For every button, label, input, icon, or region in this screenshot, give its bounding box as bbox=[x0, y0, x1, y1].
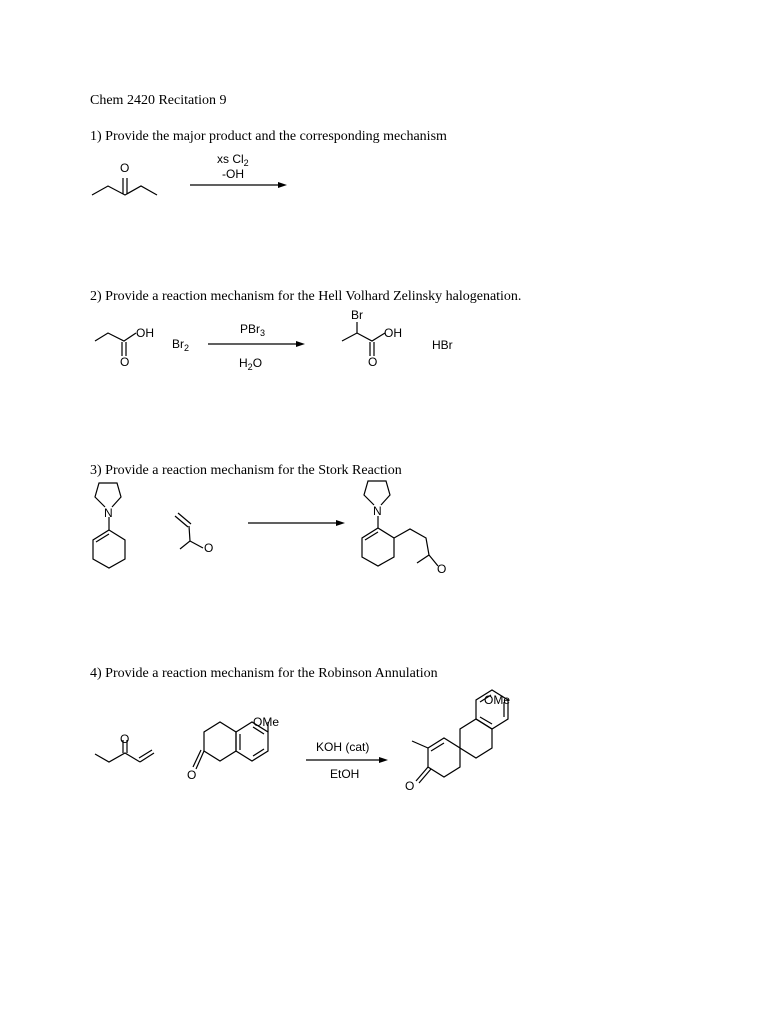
q1-reagent-hydroxide: -OH bbox=[222, 167, 244, 181]
q2-bromine-reagent-display: $Br_2$ bbox=[172, 337, 190, 353]
q4-product-methyl bbox=[412, 741, 428, 748]
q2-byproduct-hbr: HBr bbox=[432, 338, 453, 352]
q4-tetralone-carbonyl bbox=[196, 751, 204, 769]
q4-reagent-ethanol: EtOH bbox=[330, 767, 360, 781]
q2-product-bromine: Br bbox=[351, 308, 363, 322]
q1-carbonyl-oxygen: O bbox=[120, 161, 130, 175]
question-4-number: 4) bbox=[90, 666, 102, 681]
q4-tetralone-oxygen: O bbox=[187, 768, 197, 782]
q4-tetralone-aliphatic-ring bbox=[204, 722, 236, 761]
question-2-text: Provide a reaction mechanism for the Hell Volhard Zelinsky halogenation. bbox=[105, 289, 522, 304]
q4-evk-oxygen: O bbox=[120, 732, 130, 746]
question-1-text: Provide the major product and the corresponding mechanism bbox=[105, 129, 447, 144]
q4-product-ring-b bbox=[460, 719, 492, 758]
q4-evk-skeleton bbox=[95, 753, 140, 762]
q4-product-ring-a bbox=[428, 738, 460, 777]
q4-arrowhead bbox=[379, 757, 388, 763]
q3-mvk-oxygen: O bbox=[204, 541, 214, 555]
q4-product-methoxy: OMe bbox=[484, 693, 511, 707]
q2-product-hydroxyl: OH bbox=[384, 326, 402, 340]
q2-acid-oxygen: O bbox=[120, 355, 130, 369]
question-3-text: Provide a reaction mechanism for the Stork Reaction bbox=[105, 463, 402, 478]
question-1-number: 1) bbox=[90, 129, 102, 144]
q4-tetralone-carbonyl-b bbox=[193, 750, 201, 767]
q4-reagent-koh: KOH (cat) bbox=[316, 740, 370, 754]
q4-tetralone-methoxy: OMe bbox=[253, 715, 280, 729]
q2-reagent-water-display: $H_2O$ bbox=[239, 356, 263, 372]
q4-product-oxygen: O bbox=[405, 779, 415, 793]
question-4-text: Provide a reaction mechanism for the Robinson Annulation bbox=[105, 666, 438, 681]
q2-reagent-pbr3-display: PBr$_3$ bbox=[240, 322, 266, 338]
question-3-number: 3) bbox=[90, 463, 102, 478]
q4-evk-vinyl-a bbox=[140, 753, 154, 762]
q3-product-oxygen: O bbox=[437, 562, 447, 576]
page-title: Chem 2420 Recitation 9 bbox=[90, 93, 227, 108]
q4-evk-vinyl-b bbox=[139, 750, 152, 758]
question-2-number: 2) bbox=[90, 289, 102, 304]
q1-reagent-chlorine-display: xs $Cl_2$ bbox=[217, 152, 249, 168]
q2-product-oxygen: O bbox=[368, 355, 378, 369]
q2-acid-hydroxyl: OH bbox=[136, 326, 154, 340]
q3-enamine-nitrogen: N bbox=[104, 506, 113, 520]
q3-product-nitrogen: N bbox=[373, 504, 382, 518]
